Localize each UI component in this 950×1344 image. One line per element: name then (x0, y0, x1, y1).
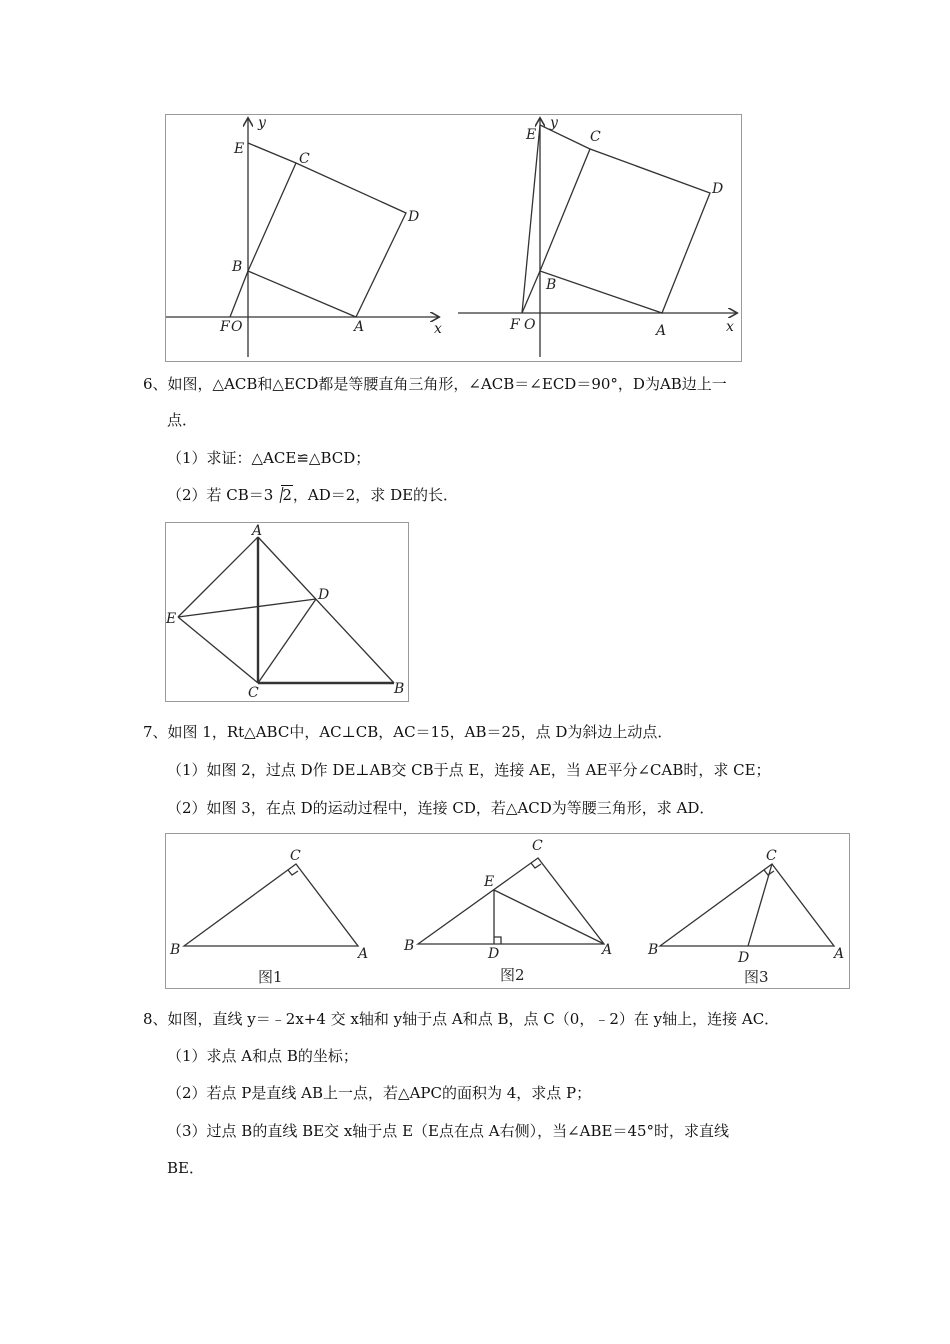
left-label-D: D (408, 209, 420, 225)
fig3-label-C: C (766, 848, 777, 864)
right-label-C: C (590, 129, 601, 145)
left-label-C: C (299, 151, 310, 167)
fig1-triangle (184, 864, 358, 946)
problem6-svg (166, 523, 408, 701)
left-square (248, 163, 406, 317)
problem8-part3-line2: BE． (167, 1159, 204, 1177)
right-label-B: B (546, 277, 557, 293)
right-label-O: O (524, 317, 536, 333)
fig1-right-angle (288, 870, 298, 875)
fig2-right-angle (531, 863, 541, 868)
right-diagram (458, 119, 736, 357)
problem6-part2-sqrt: 2 (282, 486, 292, 504)
right-label-x: x (726, 319, 734, 335)
line-ED (178, 599, 316, 617)
fig2-right-angle-D (494, 937, 501, 944)
fig2-triangle (418, 858, 604, 944)
left-label-B: B (232, 259, 243, 275)
fig2-label-E: E (484, 874, 495, 890)
right-label-A: A (656, 323, 667, 339)
fig1-label-A: A (358, 946, 369, 962)
fig2-label-C: C (532, 838, 543, 854)
figure-problem7 (165, 833, 850, 989)
p6-label-B: B (394, 681, 405, 697)
fig3-label-D: D (738, 950, 750, 966)
problem7-part1: （1）如图 2，过点 D作 DE⊥AB交 CB于点 E，连接 AE，当 AE平分∠CAB时，求 CE； (167, 761, 771, 779)
line-DC (258, 599, 316, 683)
left-label-A: A (354, 319, 365, 335)
problem8-stem: 8、如图，直线 y＝﹣2x+4 交 x轴和 y轴于点 A和点 B，点 C（0，﹣2）在 y轴上，连接 AC． (143, 1010, 780, 1028)
problem6-part2 (167, 485, 458, 505)
p6-label-D: D (318, 587, 330, 603)
right-label-E: E (526, 127, 537, 143)
fig2-label-D: D (488, 946, 500, 962)
fig3-caption: 图3 (744, 968, 769, 986)
problem6-part1: （1）求证：△ACE≌△BCD； (167, 449, 371, 467)
problem6-part2-a: （2）若 CB＝3 (167, 486, 274, 504)
problem7-stem: 7、如图 1，Rt△ABC中，AC⊥CB，AC＝15，AB＝25，点 D为斜边上动点． (143, 723, 673, 741)
problem8-part1: （1）求点 A和点 B的坐标； (167, 1047, 358, 1065)
right-label-F: F (510, 317, 520, 333)
left-line-BF (230, 271, 248, 317)
left-label-E: E (234, 141, 245, 157)
fig3-label-B: B (648, 942, 659, 958)
figure-problem6 (165, 522, 409, 702)
p6-label-C: C (248, 685, 259, 701)
right-label-y: y (550, 115, 558, 131)
right-square (540, 149, 710, 313)
left-label-y: y (258, 115, 266, 131)
fig2-label-A: A (602, 942, 613, 958)
line-AE (178, 537, 258, 617)
right-line-EC (540, 125, 590, 149)
right-line-BF (522, 271, 540, 313)
left-label-F: F (220, 319, 230, 335)
p6-label-E: E (166, 611, 177, 627)
left-line-EC (248, 143, 296, 163)
line-AB (258, 537, 394, 683)
right-line-EF (522, 125, 540, 313)
fig2-label-B: B (404, 938, 415, 954)
fig1-label-C: C (290, 848, 301, 864)
problem7-part2: （2）如图 3，在点 D的运动过程中，连接 CD，若△ACD为等腰三角形，求 AD． (167, 799, 715, 817)
left-label-x: x (434, 321, 442, 337)
right-label-D: D (712, 181, 724, 197)
problem6-stem-line2: 点． (167, 411, 198, 429)
figure-coordinate-squares (165, 114, 742, 362)
fig2-line-EA (494, 890, 604, 944)
line-EC (178, 617, 258, 683)
problem6-part2-b: ，AD＝2，求 DE的长． (292, 486, 459, 504)
problem7-svg (166, 834, 849, 988)
fig2-caption: 图2 (500, 966, 525, 984)
problem6-stem-line1: 6、如图，△ACB和△ECD都是等腰直角三角形，∠ACB＝∠ECD＝90°，D为AB边上一 (143, 375, 727, 393)
fig3-label-A: A (834, 946, 845, 962)
fig1-label-B: B (170, 942, 181, 958)
problem8-part3-line1: （3）过点 B的直线 BE交 x轴于点 E（E点在点 A右侧），当∠ABE＝45°时，求直线 (167, 1122, 730, 1140)
left-label-O: O (231, 319, 243, 335)
fig3-line-CD (748, 864, 772, 946)
fig3-triangle (660, 864, 834, 946)
fig1-caption: 图1 (258, 968, 283, 986)
p6-label-A: A (252, 523, 263, 539)
coordinate-squares-svg (166, 115, 741, 361)
sqrt-symbol (273, 485, 293, 505)
problem8-part2: （2）若点 P是直线 AB上一点，若△APC的面积为 4，求点 P； (167, 1084, 592, 1102)
